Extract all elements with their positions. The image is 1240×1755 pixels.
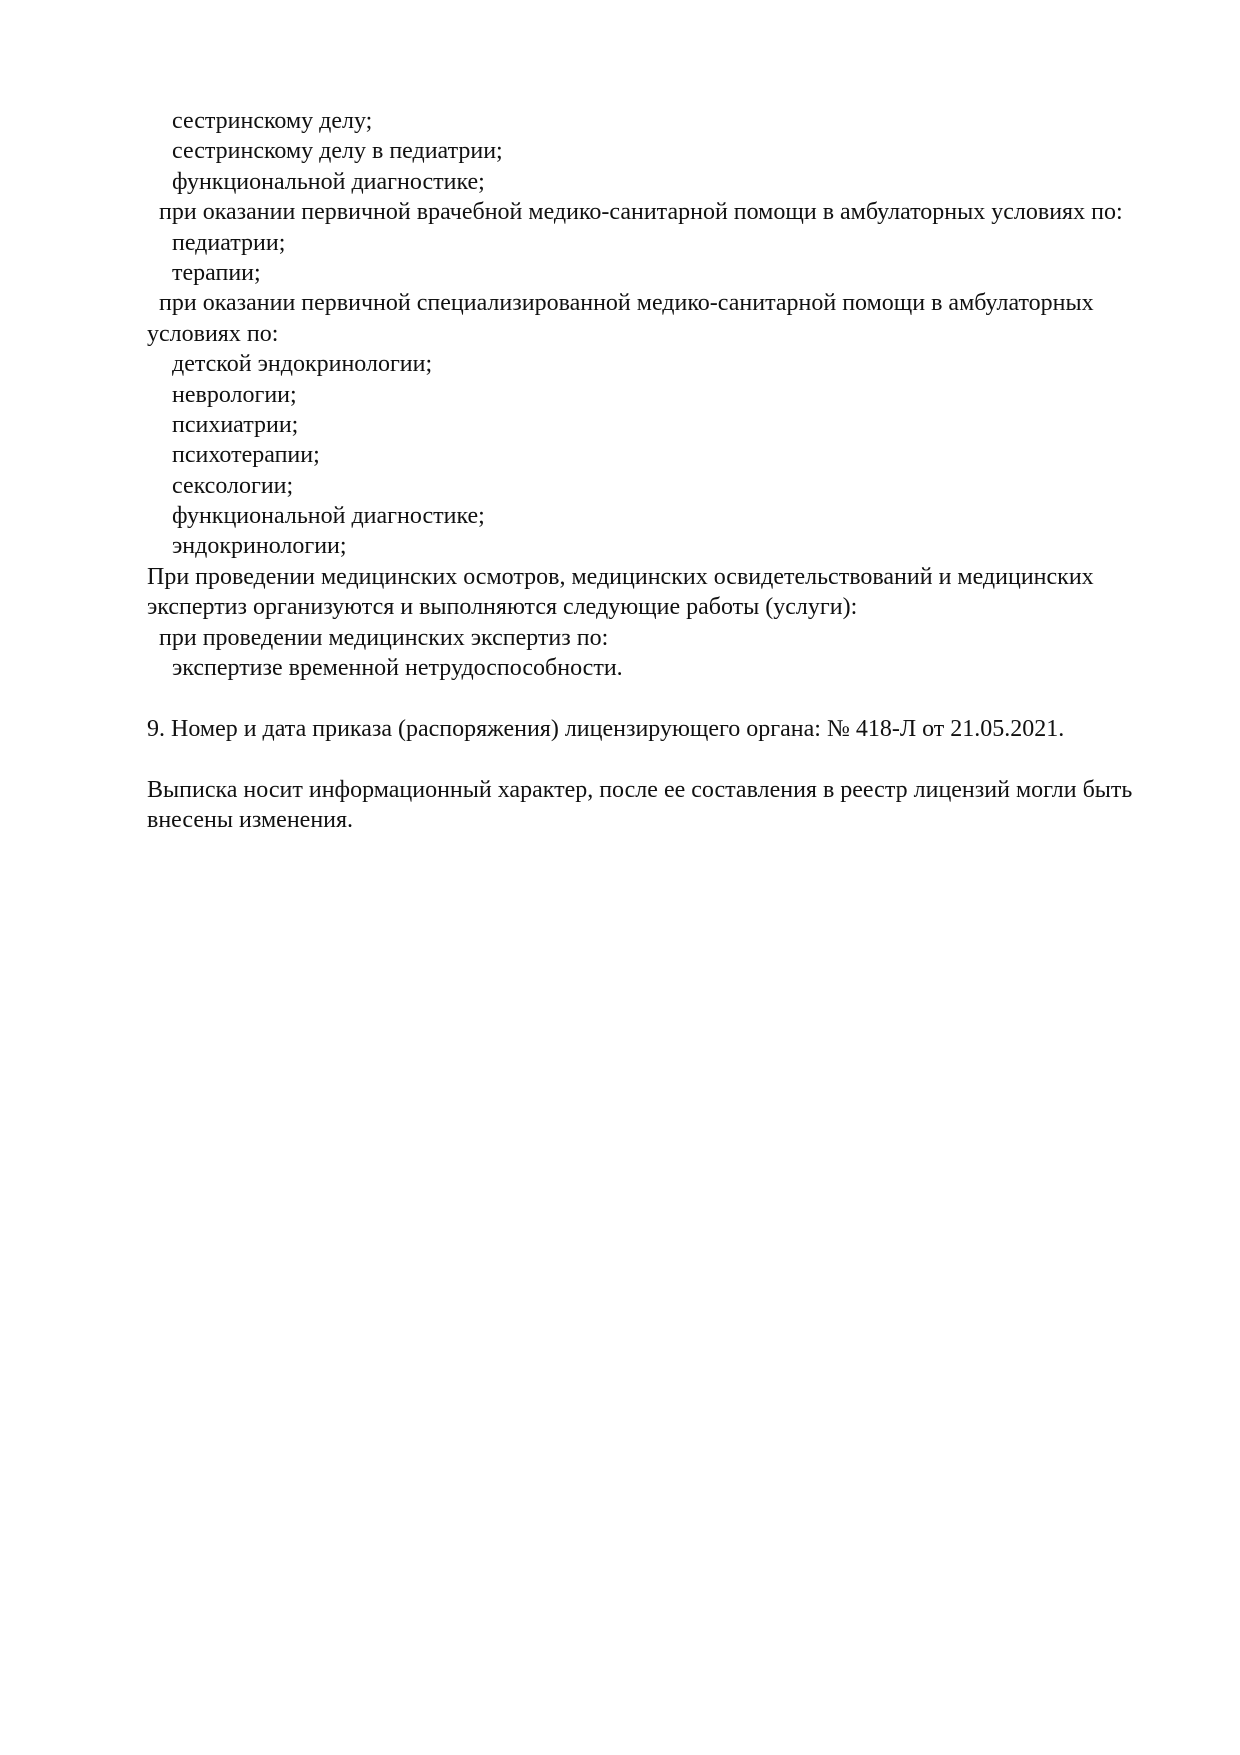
spacer [147, 744, 1167, 774]
section-line: при оказании первичной врачебной медико-санитарной помощи в амбулаторных условиях по: [159, 199, 1123, 226]
section-line: При проведении медицинских осмотров, медицинских освидетельствований и медицинских [147, 563, 1094, 590]
service-item: психотерапии; [172, 442, 320, 469]
section-line: условиях по: [147, 320, 279, 347]
service-item: функциональной диагностике; [172, 168, 485, 195]
document-page [147, 106, 1167, 835]
service-item: экспертизе временной нетрудоспособности. [172, 655, 623, 682]
service-item: сексологии; [172, 472, 294, 499]
spacer [147, 683, 1167, 713]
service-item: терапии; [172, 259, 261, 286]
section-line: экспертиз организуются и выполняются следующие работы (услуги): [147, 594, 858, 621]
service-item: эндокринологии; [172, 533, 347, 560]
disclaimer-line: внесены изменения. [147, 806, 354, 833]
service-item: психиатрии; [172, 411, 299, 438]
services-list [147, 106, 1167, 683]
service-item: детской эндокринологии; [172, 351, 433, 378]
service-item: сестринскому делу в педиатрии; [172, 138, 503, 165]
order-number-line: 9. Номер и дата приказа (распоряжения) лицензирующего органа: № 418-Л от 21.05.2021. [147, 715, 1065, 742]
service-item: функциональной диагностике; [172, 503, 485, 530]
section-line: при проведении медицинских экспертиз по: [159, 624, 609, 651]
service-item: неврологии; [172, 381, 297, 408]
section-line: при оказании первичной специализированной медико-санитарной помощи в амбулаторных [159, 290, 1094, 317]
disclaimer-line: Выписка носит информационный характер, после ее составления в реестр лицензий могли быть [147, 776, 1133, 803]
service-item: сестринскому делу; [172, 108, 373, 134]
service-item: педиатрии; [172, 229, 286, 256]
